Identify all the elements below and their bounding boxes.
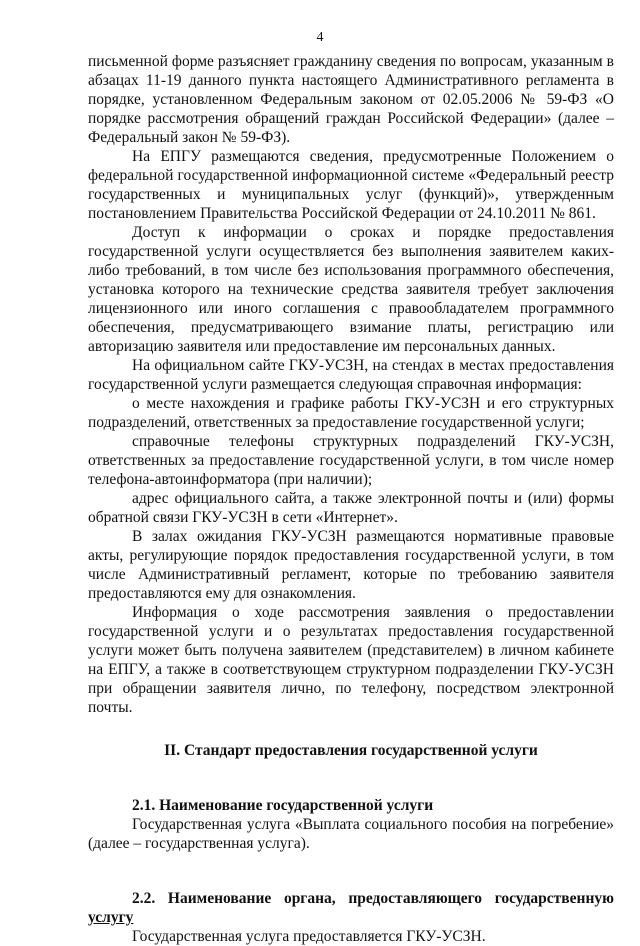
section-title: II. Стандарт предоставления государственной услуги — [164, 742, 538, 759]
paragraph: В залах ожидания ГКУ-УСЗН размещаются нормативные правовые акты, регулирующие порядок предоставления государственной услуги, в том числе Административный регламент, которые по требованию заявителя предоставляются ему для ознакомления. — [88, 528, 614, 602]
subsection-title: 2.1. Наименование государственной услуги — [132, 797, 434, 814]
paragraph: На ЕПГУ размещаются сведения, предусмотренные Положением о федеральной государственной информационной системе «Федеральный реестр государственных и муниципальных услуг (функций)», утвержденным постановлением Правительства Российской Федерации от 24.10.2011 № 861. — [88, 148, 614, 222]
subsection-title-continuation: услугу — [88, 909, 134, 926]
paragraph: Государственная услуга предоставляется ГКУ-УСЗН. — [132, 928, 486, 945]
subsection-title-main: 2.2. Наименование органа, предоставляющего государственную — [132, 890, 614, 907]
page-content — [88, 52, 614, 946]
subsection-title — [88, 889, 614, 927]
paragraph: Информация о ходе рассмотрения заявления о предоставлении государственной услуги и о результатах предоставления государственной услуги может быть получена заявителем (представителем) в личном кабинете на ЕПГУ, а также в соответствующем структурном подразделении ГКУ-УСЗН при обращении заявителя лично, по телефону, посредством электронной почты. — [88, 604, 614, 716]
paragraph: Государственная услуга «Выплата социального пособия на погребение» (далее – государственная услуга). — [88, 816, 614, 852]
page-number: 4 — [316, 30, 324, 45]
paragraph: о месте нахождения и графике работы ГКУ-УСЗН и его структурных подразделений, ответственных за предоставление государственной услуги; — [88, 395, 614, 431]
paragraph: Доступ к информации о сроках и порядке предоставления государственной услуги осуществляется без выполнения заявителем каких-либо требований, в том числе без использования программного обеспечения, установка которого на технические средства заявителя требует заключения лицензионного или иного соглашения с правообладателем программного обеспечения, предусматривающего взимание платы, регистрацию или авторизацию заявителя или предоставление им персональных данных. — [88, 224, 614, 355]
paragraph: справочные телефоны структурных подразделений ГКУ-УСЗН, ответственных за предоставление государственной услуги, в том числе номер телефона-автоинформатора (при наличии); — [88, 433, 614, 488]
paragraph: На официальном сайте ГКУ-УСЗН, на стендах в местах предоставления государственной услуги размещается следующая справочная информация: — [88, 357, 614, 393]
paragraph: письменной форме разъясняет гражданину сведения по вопросам, указанным в абзацах 11-19 данного пункта настоящего Административного регламента в порядке, установленном Федеральным законом от 02.05.2006 № 59-ФЗ «О порядке рассмотрения обращений граждан Российской Федерации» (далее – Федеральный закон № 59-ФЗ). — [88, 53, 614, 146]
paragraph: адрес официального сайта, а также электронной почты и (или) формы обратной связи ГКУ-УСЗН в сети «Интернет». — [88, 490, 614, 526]
